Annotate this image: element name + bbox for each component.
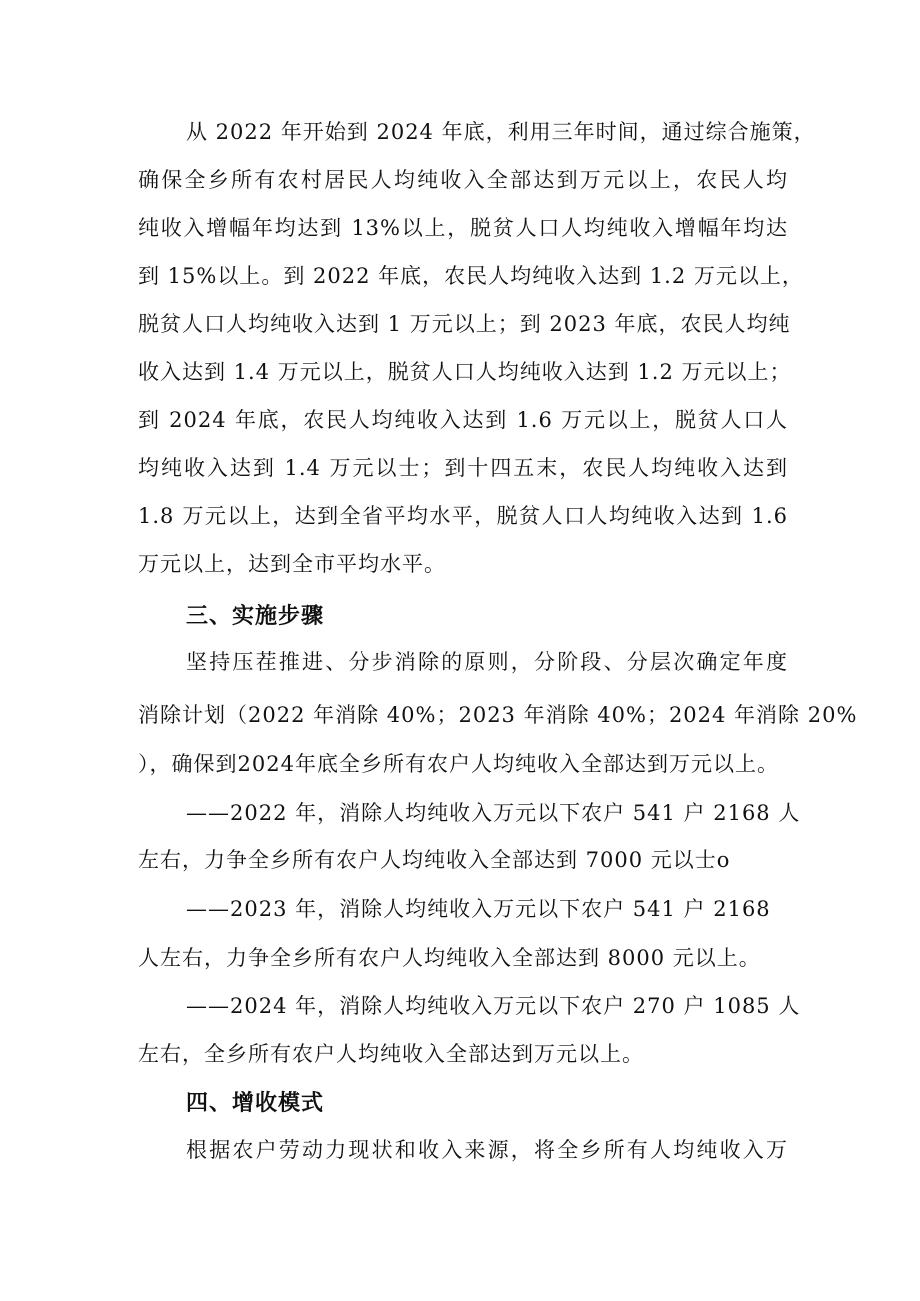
list-item-line: ——2024 年，消除人均纯收入万元以下农户 270 户 1085 人 <box>186 994 801 1018</box>
section-heading-income-model: 四、增收模式 <box>186 1091 325 1116</box>
section-heading-implementation-steps: 三、实施步骤 <box>186 604 325 629</box>
paragraph-line: 纯收入增幅年均达到 13%以上，脱贫人口人均纯收入增幅年均达 <box>138 216 788 240</box>
paragraph-line: 确保全乡所有农村居民人均纯收入全部达到万元以上，农民人均 <box>138 168 788 192</box>
list-item-line: 左右，力争全乡所有农户人均纯收入全部达到 7000 元以士o <box>138 848 731 872</box>
paragraph-line: 消除计划（2022 年消除 40%；2023 年消除 40%；2024 年消除 20% <box>138 703 858 727</box>
paragraph-line: 到 2024 年底，农民人均纯收入达到 1.6 万元以上，脱贫人口人 <box>138 408 788 432</box>
paragraph-line: 均纯收入达到 1.4 万元以士；到十四五末，农民人均纯收入达到 <box>138 456 788 480</box>
paragraph-line: 收入达到 1.4 万元以上，脱贫人口人均纯收入达到 1.2 万元以上； <box>138 360 792 384</box>
paragraph-line: 根据农户劳动力现状和收入来源，将全乡所有人均纯收入万 <box>186 1138 788 1162</box>
list-item-line: 左右，全乡所有农户人均纯收入全部达到万元以上。 <box>138 1042 644 1066</box>
paragraph-line: 坚持压茬推进、分步消除的原则，分阶段、分层次确定年度 <box>186 650 788 674</box>
paragraph-line: 万元以上，达到全市平均水平。 <box>138 552 446 576</box>
paragraph-line: 到 15%以上。到 2022 年底，农民人均纯收入达到 1.2 万元以上， <box>138 264 804 288</box>
list-item-line: ——2023 年，消除人均纯收入万元以下农户 541 户 2168 <box>186 897 771 921</box>
paragraph-line: ），确保到2024年底全乡所有农户人均纯收入全部达到万元以上。 <box>138 752 779 776</box>
paragraph-line: 1.8 万元以上，达到全省平均水平，脱贫人口人均纯收入达到 1.6 <box>138 504 788 528</box>
list-item-line: 人左右，力争全乡所有农户人均纯收入全部达到 8000 元以上。 <box>138 946 761 970</box>
list-item-line: ——2022 年，消除人均纯收入万元以下农户 541 户 2168 人 <box>186 801 801 825</box>
paragraph-line: 从 2022 年开始到 2024 年底，利用三年时间，通过综合施策， <box>186 120 816 144</box>
paragraph-line: 脱贫人口人均纯收入达到 1 万元以上；到 2023 年底，农民人均纯 <box>138 312 791 336</box>
